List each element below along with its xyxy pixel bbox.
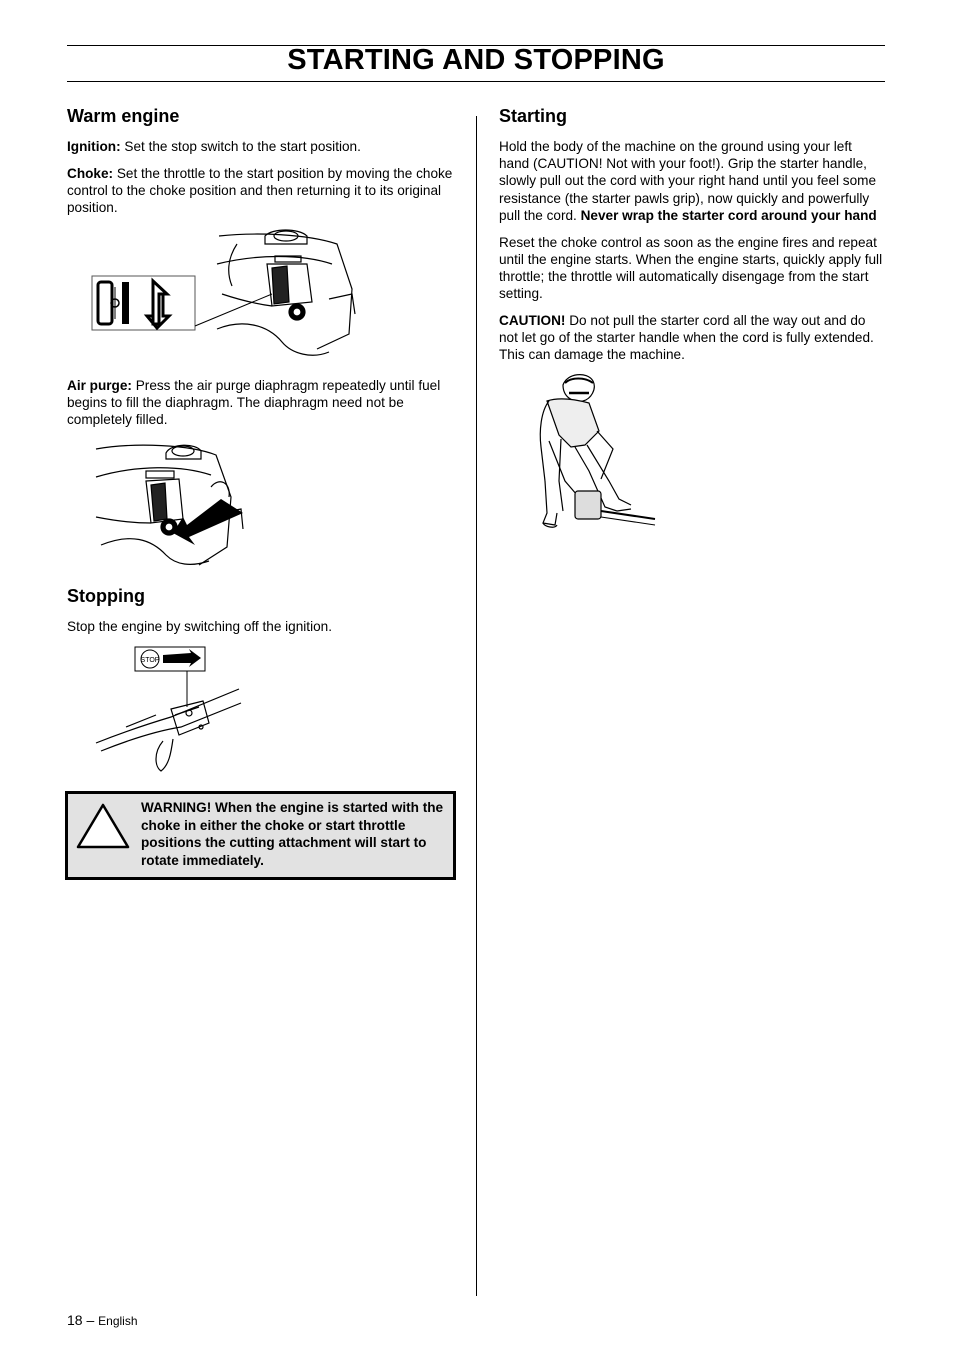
starting-paragraph-1	[499, 138, 885, 224]
page-title: STARTING AND STOPPING	[287, 44, 665, 76]
air-purge-illustration	[91, 437, 271, 569]
choke-label: Choke:	[67, 165, 114, 181]
page-footer	[67, 1312, 138, 1328]
column-divider	[476, 116, 477, 1296]
starting-paragraph-1-bold: Never wrap the starter cord around your hand	[580, 207, 877, 223]
stop-symbol-label: STOP	[140, 656, 160, 664]
choke-control-illustration	[67, 224, 367, 362]
warm-engine-heading: Warm engine	[67, 106, 180, 126]
right-column	[499, 106, 885, 533]
stop-switch-illustration	[91, 645, 271, 777]
choke-symbol-icon	[92, 276, 195, 330]
operator-figure-sketch	[540, 375, 655, 528]
caution-paragraph	[499, 312, 885, 364]
air-purge-label: Air purge:	[67, 377, 132, 393]
ignition-paragraph	[67, 138, 457, 155]
caution-label: CAUTION!	[499, 312, 566, 328]
caution-text: Do not pull the starter cord all the way out and do not let go of the starter handle when the cord is fully extended. This can damage the machine.	[499, 312, 874, 363]
air-purge-text: Press the air purge diaphragm repeatedly until fuel begins to fill the diaphragm. The diaphragm need not be completely filled.	[67, 377, 441, 428]
ignition-text: Set the stop switch to the start position.	[120, 139, 361, 154]
left-column	[67, 106, 457, 799]
ignition-label: Ignition:	[67, 139, 121, 154]
footer-language: English	[98, 1314, 138, 1328]
stopping-heading: Stopping	[67, 585, 145, 606]
handle-sketch	[96, 689, 241, 771]
stop-symbol-icon	[141, 650, 160, 668]
choke-paragraph	[67, 165, 457, 217]
header-rule-bottom	[67, 81, 885, 82]
starting-paragraph-2: Reset the choke control as soon as the engine fires and repeat until the engine starts. When the engine starts, quickly apply full throttle; the throttle will automatically disengage from the start setting.	[499, 234, 883, 302]
starting-heading: Starting	[499, 106, 568, 126]
air-purge-arrow-icon	[173, 499, 243, 545]
air-purge-paragraph	[67, 377, 457, 429]
engine-housing-sketch	[217, 230, 355, 355]
choke-text: Set the throttle to the start position by moving the choke control to the choke position and then returning it to its original position.	[67, 165, 453, 216]
starting-posture-illustration	[519, 371, 659, 533]
warning-box	[65, 791, 456, 880]
page-number: 18 –	[67, 1312, 99, 1328]
stopping-text: Stop the engine by switching off the ignition.	[67, 618, 333, 634]
starting-paragraph-1-text: Hold the body of the machine on the ground using your left hand (CAUTION! Not with your foot!). Grip the starter handle, slowly pull out the cord with your right hand until you feel some resistance (the starter pawls grip), now quickly and powerfully pull the cord.	[499, 139, 877, 223]
warning-triangle-icon	[75, 802, 131, 850]
warning-text: WARNING! When the engine is started with the choke in either the choke or start throttle positions the cutting attachment will start to rotate immediately.	[141, 800, 444, 868]
